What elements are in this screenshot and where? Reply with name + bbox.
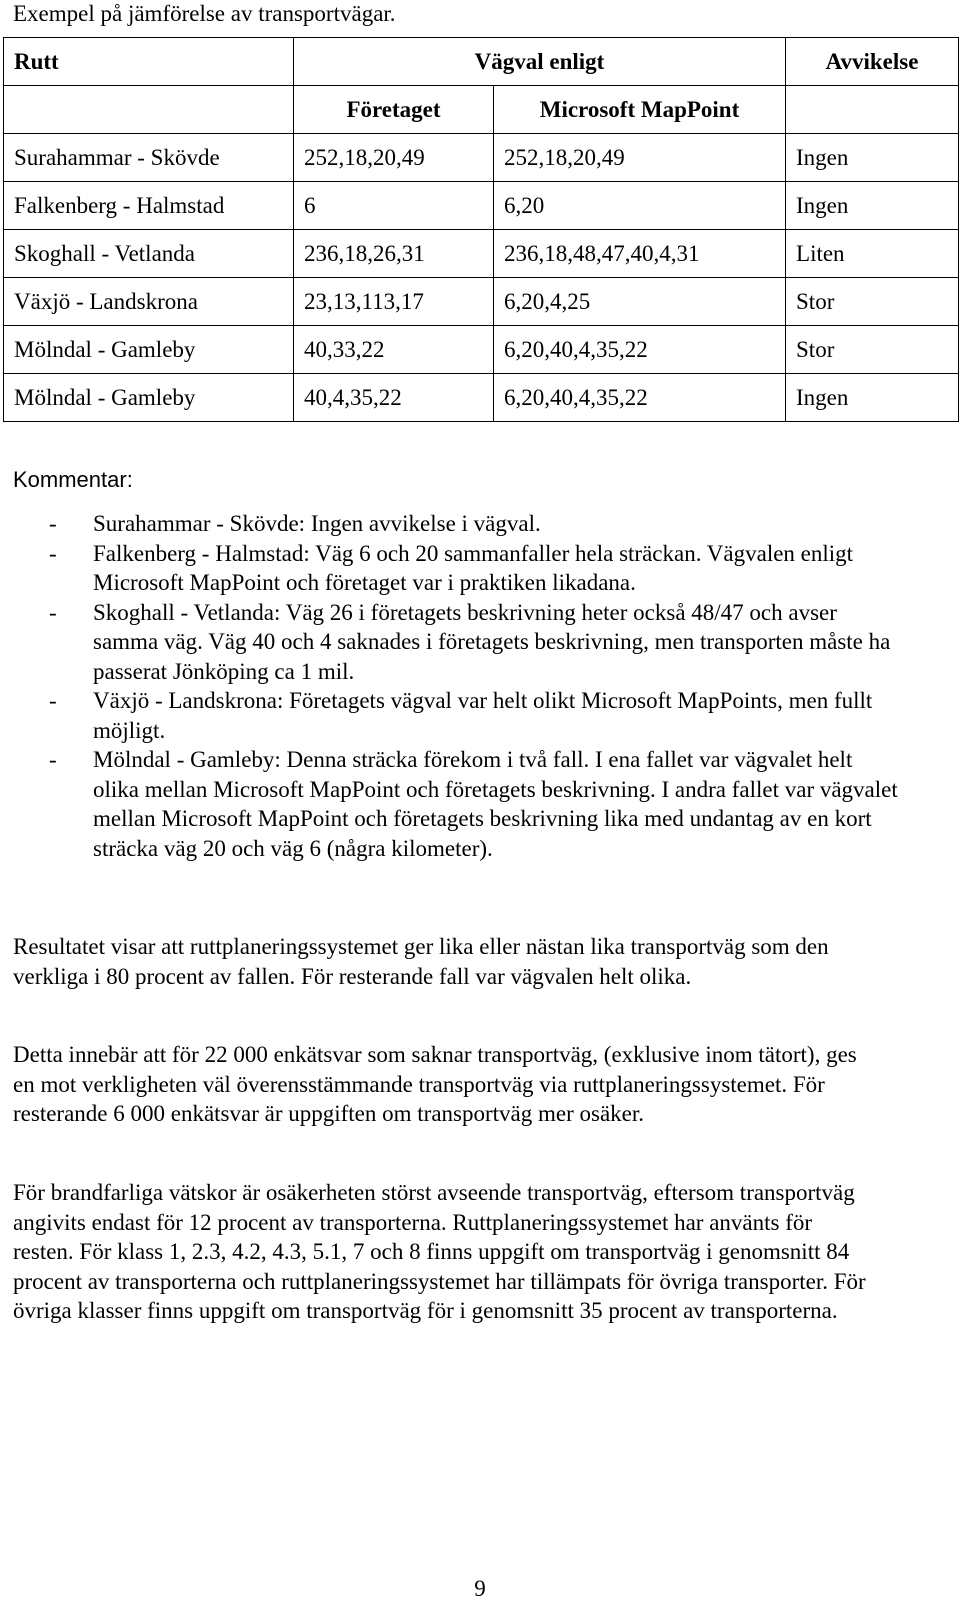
table-row: [4, 182, 959, 230]
list-dash: -: [49, 747, 57, 772]
deviation-cell: Ingen: [786, 182, 959, 230]
page-number: 9: [474, 1576, 486, 1601]
company-cell: 40,33,22: [294, 326, 494, 374]
company-cell: 236,18,26,31: [294, 230, 494, 278]
route-cell: Mölndal - Gamleby: [4, 326, 294, 374]
route-cell: Falkenberg - Halmstad: [4, 182, 294, 230]
list-dash: -: [49, 688, 57, 713]
comment-text: Falkenberg - Halmstad: Väg 6 och 20 sammanfaller hela sträckan. Vägvalen enligt Microsoft MapPoint och företaget var i praktiken likadana.: [93, 540, 854, 595]
company-cell: 252,18,20,49: [294, 134, 494, 182]
paragraph-results: Resultatet visar att ruttplaneringssystemet ger lika eller nästan lika transportväg som den verkliga i 80 procent av fallen. För resterande fall var vägvalen helt olika.: [13, 934, 829, 989]
header-deviation: Avvikelse: [786, 38, 959, 86]
company-cell: 6: [294, 182, 494, 230]
list-dash: -: [49, 540, 57, 566]
mappoint-cell: 6,20,40,4,35,22: [494, 326, 786, 374]
table-row: [4, 230, 959, 278]
mappoint-cell: 252,18,20,49: [494, 134, 786, 182]
header-company: Företaget: [294, 86, 494, 134]
route-cell: Skoghall - Vetlanda: [4, 230, 294, 278]
company-cell: 23,13,113,17: [294, 278, 494, 326]
deviation-cell: Ingen: [786, 374, 959, 422]
comment-text: Skoghall - Vetlanda: Väg 26 i företagets beskrivning heter också 48/47 och avser samma väg. Väg 40 och 4 saknades i företagets beskrivning, men transporten måste ha passerat Jönköping ca 1 mil.: [93, 599, 891, 684]
header-route: Rutt: [4, 38, 294, 86]
mappoint-cell: 236,18,48,47,40,4,31: [494, 230, 786, 278]
list-item: [0, 598, 900, 687]
header-mappoint: Microsoft MapPoint: [494, 86, 786, 134]
table-header-row: [4, 38, 959, 86]
list-dash: -: [49, 599, 57, 625]
comment-list: [0, 509, 900, 863]
subheader-empty: [786, 86, 959, 134]
table-row: [4, 278, 959, 326]
table-caption: Exempel på jämförelse av transportvägar.: [13, 1, 396, 26]
deviation-cell: Stor: [786, 278, 959, 326]
table-row: [4, 326, 959, 374]
mappoint-cell: 6,20: [494, 182, 786, 230]
subheader-empty: [4, 86, 294, 134]
header-route-choice: Vägval enligt: [294, 38, 786, 86]
comment-text: Växjö - Landskrona: Företagets vägval var helt olikt Microsoft MapPoints, men fullt möjligt.: [93, 688, 873, 743]
table-subheader-row: [4, 86, 959, 134]
paragraph-survey: Detta innebär att för 22 000 enkätsvar som saknar transportväg, (exklusive inom tätort), ges en mot verkligheten väl överensstämmande transportväg via ruttplaneringssystemet. För resterande 6 000 enkätsvar är uppgiften om transportväg mer osäker.: [13, 1042, 857, 1126]
company-cell: 40,4,35,22: [294, 374, 494, 422]
mappoint-cell: 6,20,4,25: [494, 278, 786, 326]
comment-heading: Kommentar:: [13, 467, 133, 492]
deviation-cell: Liten: [786, 230, 959, 278]
route-cell: Mölndal - Gamleby: [4, 374, 294, 422]
comment-text: Mölndal - Gamleby: Denna sträcka förekom i två fall. I ena fallet var vägvalet helt olika mellan Microsoft MapPoint och företagets beskrivning. I andra fallet var vägvalet mellan Microsoft MapPoint och företagets beskrivning lika med undantag av en kort sträcka väg 20 och väg 6 (några kilometer).: [93, 747, 898, 861]
deviation-cell: Ingen: [786, 134, 959, 182]
list-item: [0, 539, 900, 598]
route-comparison-table: [3, 37, 959, 422]
deviation-cell: Stor: [786, 326, 959, 374]
table-row: [4, 134, 959, 182]
route-cell: Växjö - Landskrona: [4, 278, 294, 326]
list-item: [0, 509, 900, 539]
paragraph-flammable: För brandfarliga vätskor är osäkerheten störst avseende transportväg, eftersom transportväg angivits endast för 12 procent av transporterna. Ruttplaneringssystemet har använts för resten. För klass 1, 2.3, 4.2, 4.3, 5.1, 7 och 8 finns uppgift om transportväg i genomsnitt 84 procent av transporterna och ruttplaneringssystemet har tillämpats för övriga transporter. För övriga klasser finns uppgift om transportväg för i genomsnitt 35 procent av transporterna.: [13, 1180, 866, 1323]
list-dash: -: [49, 511, 57, 536]
route-cell: Surahammar - Skövde: [4, 134, 294, 182]
list-item: [0, 686, 900, 745]
comment-text: Surahammar - Skövde: Ingen avvikelse i vägval.: [93, 511, 541, 536]
mappoint-cell: 6,20,40,4,35,22: [494, 374, 786, 422]
list-item: [0, 745, 900, 863]
table-row: [4, 374, 959, 422]
